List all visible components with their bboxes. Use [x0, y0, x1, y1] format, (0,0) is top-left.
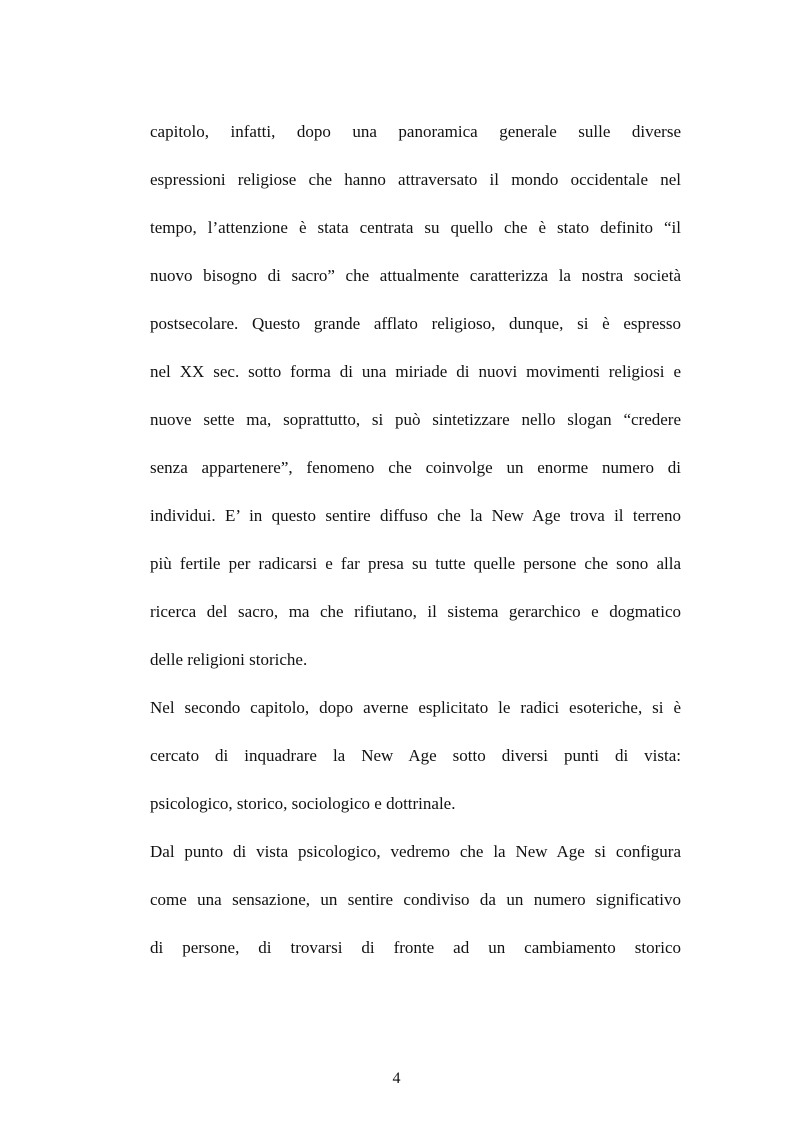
- text-line-12: delle religioni storiche.: [150, 650, 308, 669]
- text-line-6: nel XX sec. sotto forma di una miriade di nuovi movimenti religiosi e: [150, 362, 681, 381]
- text-line-14: cercato di inquadrare la New Age sotto diversi punti di vista:: [150, 746, 681, 765]
- text-line-13: Nel secondo capitolo, dopo averne esplicitato le radici esoteriche, si è: [150, 698, 681, 717]
- text-line-16: Dal punto di vista psicologico, vedremo che la New Age si configura: [150, 842, 681, 861]
- text-line-2: espressioni religiose che hanno attraversato il mondo occidentale nel: [150, 170, 681, 189]
- text-line-4: nuovo bisogno di sacro” che attualmente caratterizza la nostra società: [150, 266, 681, 285]
- text-line-1: capitolo, infatti, dopo una panoramica generale sulle diverse: [150, 122, 681, 141]
- text-line-17: come una sensazione, un sentire condiviso da un numero significativo: [150, 890, 681, 909]
- page-number: 4: [392, 1070, 401, 1087]
- text-line-8: senza appartenere”, fenomeno che coinvolge un enorme numero di: [150, 458, 681, 477]
- text-line-7: nuove sette ma, soprattutto, si può sintetizzare nello slogan “credere: [150, 410, 681, 429]
- text-line-11: ricerca del sacro, ma che rifiutano, il sistema gerarchico e dogmatico: [150, 602, 681, 621]
- text-line-18: di persone, di trovarsi di fronte ad un cambiamento storico: [150, 938, 681, 957]
- text-line-5: postsecolare. Questo grande afflato religioso, dunque, si è espresso: [150, 314, 681, 333]
- text-line-9: individui. E’ in questo sentire diffuso che la New Age trova il terreno: [150, 506, 681, 525]
- text-line-10: più fertile per radicarsi e far presa su tutte quelle persone che sono alla: [150, 554, 681, 573]
- text-line-3: tempo, l’attenzione è stata centrata su quello che è stato definito “il: [150, 218, 681, 237]
- text-line-15: psicologico, storico, sociologico e dottrinale.: [150, 794, 456, 813]
